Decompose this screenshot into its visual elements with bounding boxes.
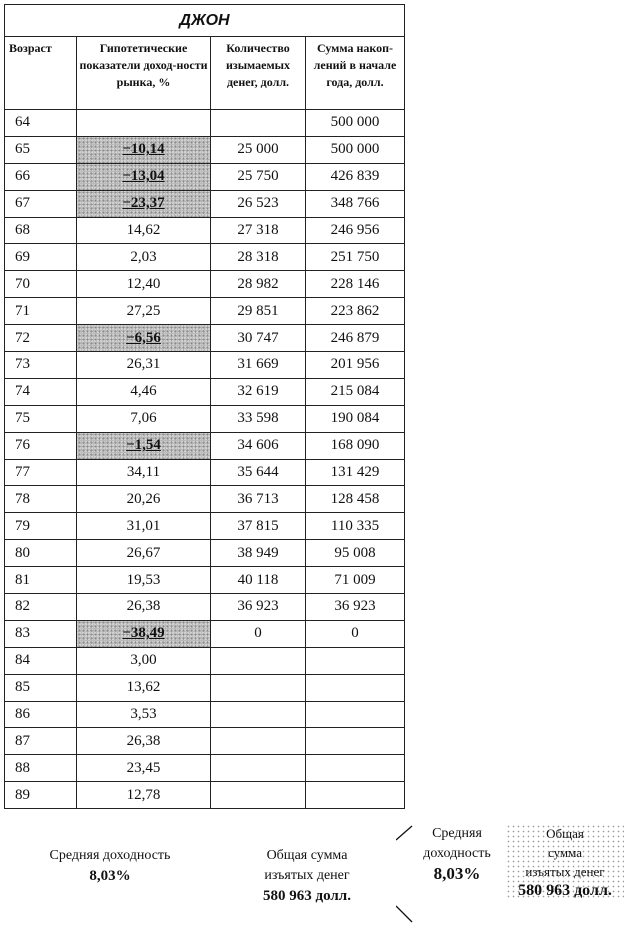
cell-market-return: 14,62 <box>77 217 211 244</box>
negative-return-value: −10,14 <box>122 141 165 158</box>
withdrawal-table-container <box>4 4 404 809</box>
callout-line-bottom <box>396 906 412 922</box>
cell-market-return: 19,53 <box>77 567 211 594</box>
table-row <box>5 352 405 379</box>
total-withdrawn-summary <box>232 846 382 907</box>
cell-market-return: 27,25 <box>77 298 211 325</box>
cell-market-return: 23,45 <box>77 755 211 782</box>
cell-age: 74 <box>5 378 77 405</box>
cell-withdrawal: 27 318 <box>211 217 306 244</box>
cell-market-return: 7,06 <box>77 405 211 432</box>
negative-return-value: −6,56 <box>126 329 161 346</box>
table-body <box>5 110 405 809</box>
cell-balance: 95 008 <box>306 540 405 567</box>
total-withdrawn-value: 580 963 долл. <box>263 888 351 904</box>
total-withdrawn-label-1: Общая сумма <box>266 848 348 863</box>
cell-balance: 36 923 <box>306 594 405 621</box>
callout-average-label-1: Средняя <box>432 826 482 841</box>
table-row <box>5 701 405 728</box>
cell-balance: 348 766 <box>306 190 405 217</box>
cell-age: 79 <box>5 513 77 540</box>
table-row <box>5 620 405 647</box>
cell-balance: 71 009 <box>306 567 405 594</box>
cell-withdrawal <box>211 701 306 728</box>
cell-market-return: 3,00 <box>77 647 211 674</box>
table-row <box>5 136 405 163</box>
cell-market-return: 34,11 <box>77 459 211 486</box>
callout-average-value: 8,03% <box>433 864 481 883</box>
cell-balance: 128 458 <box>306 486 405 513</box>
cell-balance <box>306 674 405 701</box>
cell-age: 83 <box>5 620 77 647</box>
cell-market-return: 12,40 <box>77 271 211 298</box>
cell-age: 69 <box>5 244 77 271</box>
cell-age: 65 <box>5 136 77 163</box>
cell-market-return <box>77 432 211 459</box>
header-market-return: Гипотетические показатели доход-ности рынка, % <box>77 37 211 110</box>
callout-total-label-1: Общая <box>546 826 584 841</box>
table-row <box>5 190 405 217</box>
cell-balance: 246 879 <box>306 325 405 352</box>
average-return-value: 8,03% <box>89 868 131 884</box>
cell-balance <box>306 782 405 809</box>
cell-balance: 426 839 <box>306 163 405 190</box>
cell-market-return: 20,26 <box>77 486 211 513</box>
table-row <box>5 325 405 352</box>
cell-balance: 228 146 <box>306 271 405 298</box>
cell-age: 87 <box>5 728 77 755</box>
cell-market-return: 26,31 <box>77 352 211 379</box>
cell-market-return <box>77 136 211 163</box>
cell-withdrawal: 33 598 <box>211 405 306 432</box>
table-row <box>5 405 405 432</box>
cell-age: 73 <box>5 352 77 379</box>
negative-return-value: −1,54 <box>126 437 161 454</box>
cell-withdrawal: 37 815 <box>211 513 306 540</box>
table-row <box>5 378 405 405</box>
cell-market-return <box>77 620 211 647</box>
cell-market-return: 3,53 <box>77 701 211 728</box>
table-row <box>5 755 405 782</box>
table-row <box>5 647 405 674</box>
cell-balance: 251 750 <box>306 244 405 271</box>
table-row <box>5 567 405 594</box>
cell-age: 71 <box>5 298 77 325</box>
table-row <box>5 432 405 459</box>
average-return-summary <box>20 846 200 887</box>
table-row <box>5 486 405 513</box>
table-row <box>5 298 405 325</box>
cell-withdrawal <box>211 755 306 782</box>
cell-age: 66 <box>5 163 77 190</box>
cell-withdrawal: 40 118 <box>211 567 306 594</box>
cell-age: 78 <box>5 486 77 513</box>
cell-age: 86 <box>5 701 77 728</box>
cell-balance <box>306 755 405 782</box>
cell-withdrawal: 28 982 <box>211 271 306 298</box>
cell-withdrawal <box>211 110 306 137</box>
cell-age: 72 <box>5 325 77 352</box>
cell-withdrawal <box>211 647 306 674</box>
callout-average-return <box>402 824 512 884</box>
cell-balance: 215 084 <box>306 378 405 405</box>
cell-balance: 500 000 <box>306 136 405 163</box>
callout-total-label-3: изъятых денег <box>525 864 605 879</box>
cell-market-return <box>77 190 211 217</box>
cell-age: 88 <box>5 755 77 782</box>
cell-withdrawal: 36 923 <box>211 594 306 621</box>
cell-age: 67 <box>5 190 77 217</box>
cell-market-return: 26,38 <box>77 728 211 755</box>
cell-withdrawal: 26 523 <box>211 190 306 217</box>
callout-total-value: 580 963 долл. <box>518 882 612 899</box>
cell-withdrawal <box>211 782 306 809</box>
table-row <box>5 674 405 701</box>
cell-market-return: 13,62 <box>77 674 211 701</box>
table-row <box>5 163 405 190</box>
cell-age: 89 <box>5 782 77 809</box>
table-title: ДЖОН <box>5 5 405 37</box>
cell-market-return: 31,01 <box>77 513 211 540</box>
cell-withdrawal: 29 851 <box>211 298 306 325</box>
cell-market-return <box>77 110 211 137</box>
cell-withdrawal: 0 <box>211 620 306 647</box>
header-balance: Сумма накоп-лений в начале года, долл. <box>306 37 405 110</box>
cell-withdrawal: 31 669 <box>211 352 306 379</box>
cell-age: 70 <box>5 271 77 298</box>
cell-market-return: 26,67 <box>77 540 211 567</box>
cell-balance <box>306 728 405 755</box>
cell-withdrawal: 28 318 <box>211 244 306 271</box>
table-row <box>5 594 405 621</box>
cell-market-return: 12,78 <box>77 782 211 809</box>
cell-withdrawal: 36 713 <box>211 486 306 513</box>
cell-market-return <box>77 325 211 352</box>
average-return-label: Средняя доходность <box>49 848 171 863</box>
total-withdrawn-label-2: изъятых денег <box>264 868 350 883</box>
cell-age: 77 <box>5 459 77 486</box>
cell-age: 80 <box>5 540 77 567</box>
callout-total-label-2: сумма <box>547 845 583 860</box>
cell-withdrawal: 25 000 <box>211 136 306 163</box>
negative-return-value: −23,37 <box>122 195 165 212</box>
cell-balance: 246 956 <box>306 217 405 244</box>
cell-withdrawal: 38 949 <box>211 540 306 567</box>
cell-market-return: 4,46 <box>77 378 211 405</box>
callout-total-withdrawn <box>506 824 624 900</box>
callout-average-label-2: доходность <box>423 846 491 861</box>
cell-age: 76 <box>5 432 77 459</box>
table-row <box>5 459 405 486</box>
negative-return-value: −13,04 <box>122 168 165 185</box>
table-row <box>5 110 405 137</box>
cell-market-return <box>77 163 211 190</box>
cell-balance <box>306 647 405 674</box>
table-row <box>5 217 405 244</box>
cell-balance: 131 429 <box>306 459 405 486</box>
table-row <box>5 540 405 567</box>
negative-return-value: −38,49 <box>122 625 165 642</box>
cell-age: 85 <box>5 674 77 701</box>
cell-withdrawal <box>211 674 306 701</box>
cell-age: 81 <box>5 567 77 594</box>
table-row <box>5 513 405 540</box>
table-row <box>5 728 405 755</box>
cell-balance: 168 090 <box>306 432 405 459</box>
cell-age: 64 <box>5 110 77 137</box>
cell-balance: 190 084 <box>306 405 405 432</box>
cell-balance: 500 000 <box>306 110 405 137</box>
cell-withdrawal: 25 750 <box>211 163 306 190</box>
cell-withdrawal: 32 619 <box>211 378 306 405</box>
cell-market-return: 2,03 <box>77 244 211 271</box>
cell-balance: 223 862 <box>306 298 405 325</box>
withdrawal-table <box>4 4 405 809</box>
header-withdrawal: Количество изымаемых денег, долл. <box>211 37 306 110</box>
cell-age: 68 <box>5 217 77 244</box>
cell-balance <box>306 701 405 728</box>
table-row <box>5 271 405 298</box>
cell-age: 82 <box>5 594 77 621</box>
cell-age: 75 <box>5 405 77 432</box>
table-row <box>5 244 405 271</box>
cell-age: 84 <box>5 647 77 674</box>
header-age: Возраст <box>5 37 77 110</box>
cell-balance: 201 956 <box>306 352 405 379</box>
cell-withdrawal: 34 606 <box>211 432 306 459</box>
cell-balance: 0 <box>306 620 405 647</box>
cell-balance: 110 335 <box>306 513 405 540</box>
table-row <box>5 782 405 809</box>
cell-withdrawal <box>211 728 306 755</box>
cell-withdrawal: 35 644 <box>211 459 306 486</box>
cell-market-return: 26,38 <box>77 594 211 621</box>
cell-withdrawal: 30 747 <box>211 325 306 352</box>
